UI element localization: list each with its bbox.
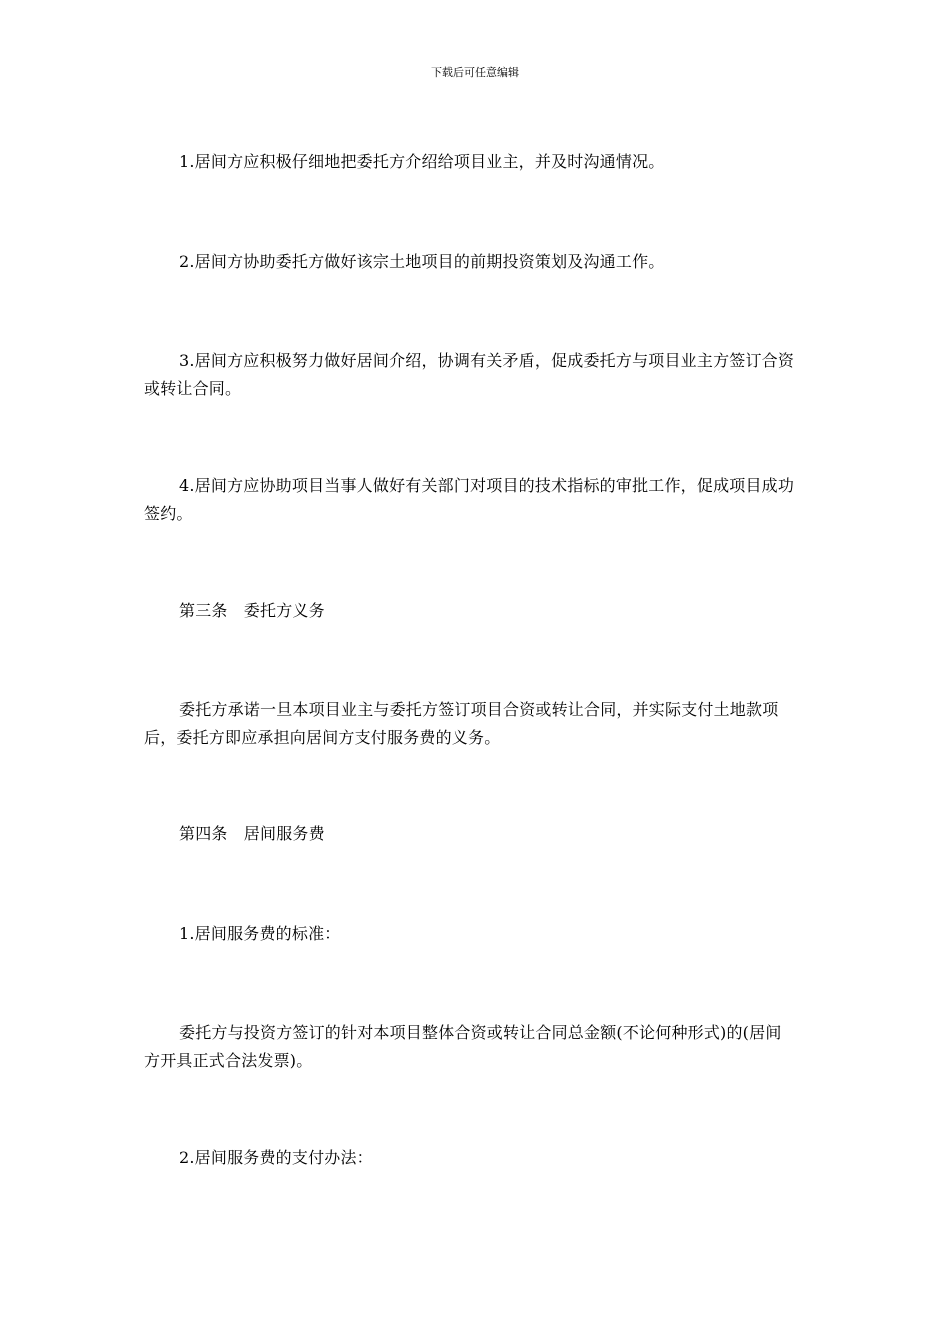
article-3-heading: 第三条 委托方义务: [179, 601, 325, 620]
page-header: 下载后可任意编辑: [431, 66, 519, 79]
clause-2-item-1: 1.居间方应积极仔细地把委托方介绍给项目业主，并及时沟通情况。: [179, 152, 665, 171]
clause-2-item-2: 2.居间方协助委托方做好该宗土地项目的前期投资策划及沟通工作。: [179, 252, 665, 271]
article-4-heading: 第四条 居间服务费: [179, 824, 325, 843]
fee-standard-body: 委托方与投资方签订的针对本项目整体合资或转让合同总金额(不论何种形式)的(居间方开具正式合法发票)。: [144, 1023, 782, 1070]
fee-standard-title: 1.居间服务费的标准：: [179, 924, 341, 943]
clause-2-item-3: 3.居间方应积极努力做好居间介绍，协调有关矛盾，促成委托方与项目业主方签订合资或转让合同。: [144, 351, 795, 398]
clause-2-item-4: 4.居间方应协助项目当事人做好有关部门对项目的技术指标的审批工作，促成项目成功签约。: [144, 476, 795, 523]
article-3-body: 委托方承诺一旦本项目业主与委托方签订项目合资或转让合同，并实际支付土地款项后，委托方即应承担向居间方支付服务费的义务。: [144, 700, 779, 747]
fee-payment-title: 2.居间服务费的支付办法：: [179, 1148, 373, 1167]
